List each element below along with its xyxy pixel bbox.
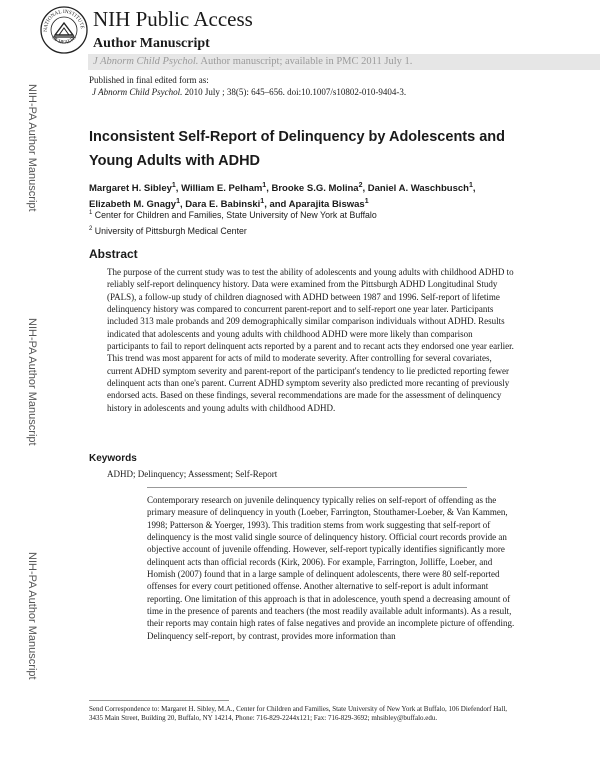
keywords-text: ADHD; Delinquency; Assessment; Self-Report (107, 469, 278, 479)
author-list (89, 180, 519, 211)
side-label-top: NIH-PA Author Manuscript (26, 84, 38, 212)
nih-public-access-title: NIH Public Access (93, 7, 253, 31)
author-name: Margaret H. Sibley (89, 183, 172, 195)
author-separator: , (266, 183, 272, 195)
author-separator: , (180, 198, 186, 210)
author-2 (181, 183, 271, 194)
author-name: Brooke S.G. Molina (271, 183, 359, 195)
author-separator: , (362, 183, 368, 195)
author-name: William E. Pelham (181, 183, 263, 195)
author-name: Elizabeth M. Gnagy (89, 198, 177, 210)
seal-text-top: NATIONAL INSTITUTE (42, 8, 86, 32)
journal-name: J Abnorm Child Psychol. (93, 56, 199, 67)
author-4 (368, 183, 476, 194)
author-affiliation-mark: 2 (358, 182, 363, 189)
author-affiliation-mark: 1 (260, 197, 265, 205)
keywords-heading: Keywords (89, 453, 137, 464)
side-label-middle: NIH-PA Author Manuscript (26, 318, 38, 446)
author-3 (271, 183, 367, 194)
author-separator: , (175, 183, 182, 195)
author-affiliation-mark: 1 (364, 197, 369, 205)
affiliation-text: University of Pittsburgh Medical Center (92, 225, 247, 236)
affiliation-number: 2 (89, 226, 93, 232)
availability-text: Author manuscript; available in PMC 2011 July 1. (198, 56, 413, 67)
author-affiliation-mark: 1 (171, 182, 176, 189)
author-name: Daniel A. Waschbusch (367, 183, 469, 195)
citation-journal: J Abnorm Child Psychol. (92, 87, 183, 97)
body-paragraph: Contemporary research on juvenile delinquency typically relies on self-report of offending as the primary measure of delinquency in youth (Loeber, Farrington, Stouthamer-Loeber, & Van Kammen, 1998; Patterson & Yoerger, 1993). This tradition stems from work suggesting that self-report of delinquency is the most valid single source of delinquency history. Official court records provide an objective account of juvenile offending. However, self-report typically identifies significantly more delinquent acts than official records (Kirk, 2006). For example, Farrington, Jolliffe, Loeber, and Homish (2007) found that in a large sample of delinquent adolescents, there were 80 self-reported offenses for every court petitioned offense. Another alternative to self-report is adult informant reporting. One limitation of this approach is that in adolescence, youth spend a decreasing amount of time in the presence of parents and teachers (the most readily available adult informants). As a result, their reports may contain high rates of false negatives and provide an incomplete picture of offending. Delinquency self-report, by contrast, provides more information than (147, 495, 515, 641)
side-label-bottom: NIH-PA Author Manuscript (26, 552, 38, 680)
author-affiliation-mark: 1 (468, 182, 473, 189)
author-name: Aparajita Biswas (288, 198, 365, 210)
correspondence-footnote: Send Correspondence to: Margaret H. Sibley, M.A., Center for Children and Families, State University of New York at Buffalo, 106 Diefendorf Hall, 3435 Main Street, Building 20, Buffalo, NY 14214, Phone: 716-829-2244x121; Fax: 716-829-3692; mhsibley@buffalo.edu. (89, 705, 508, 722)
citation (92, 87, 406, 98)
nih-seal-logo (40, 6, 88, 54)
affiliation-number: 1 (89, 210, 93, 216)
author-separator: , (472, 183, 476, 195)
affiliation-text: Center for Children and Families, State University of New York at Buffalo (92, 209, 377, 220)
author-1 (89, 183, 181, 194)
abstract-text: The purpose of the current study was to test the ability of adolescents and young adults with childhood ADHD to reliably self-report delinquency history. Data were examined from the Pittsburgh ADHD Longitudinal Study (PALS), a follow-up study of children diagnosed with ADHD between 1987 and 1996. Self-report of lifetime delinquency history was compared to concurrent parent-report and to self-report one year later. Participants included 313 male probands and 209 demographically similar comparison individuals without ADHD. Results indicated that adolescents and young adults with childhood ADHD were more likely than comparison participants to fail to report delinquent acts reported by a parent and to recant acts they endorsed one year earlier. This trend was most apparent for acts of mild to moderate severity. After controlling for several covariates, current ADHD symptom severity and parent-report of the participant's tendency to lie predicted reporting fewer delinquent acts than one's parent. Current ADHD symptom severity also predicted more recanting of previously endorsed acts. Based on these findings, several recommendations are made for the assessment of delinquency history in adolescents and young adults with childhood ADHD. (107, 267, 514, 413)
author-manuscript-label: Author Manuscript (93, 36, 210, 51)
author-name: Dara E. Babinski (185, 198, 261, 210)
abstract-heading: Abstract (89, 247, 138, 261)
paper-title: Inconsistent Self-Report of Delinquency by Adolescents and Young Adults with ADHD (89, 129, 505, 169)
seal-text-bottom: OF HEALTH (50, 34, 78, 46)
keywords-divider (147, 487, 467, 488)
affiliation-2 (89, 224, 247, 237)
published-label: Published in final edited form as: (89, 75, 209, 85)
footnote-divider (89, 700, 229, 701)
citation-details: 2010 July ; 38(5): 645–656. doi:10.1007/s10802-010-9404-3. (182, 87, 407, 97)
author-separator: , and (264, 198, 289, 210)
author-affiliation-mark: 1 (262, 182, 267, 189)
author-affiliation-mark: 1 (176, 197, 181, 205)
journal-availability (93, 56, 412, 68)
affiliation-1 (89, 208, 377, 221)
